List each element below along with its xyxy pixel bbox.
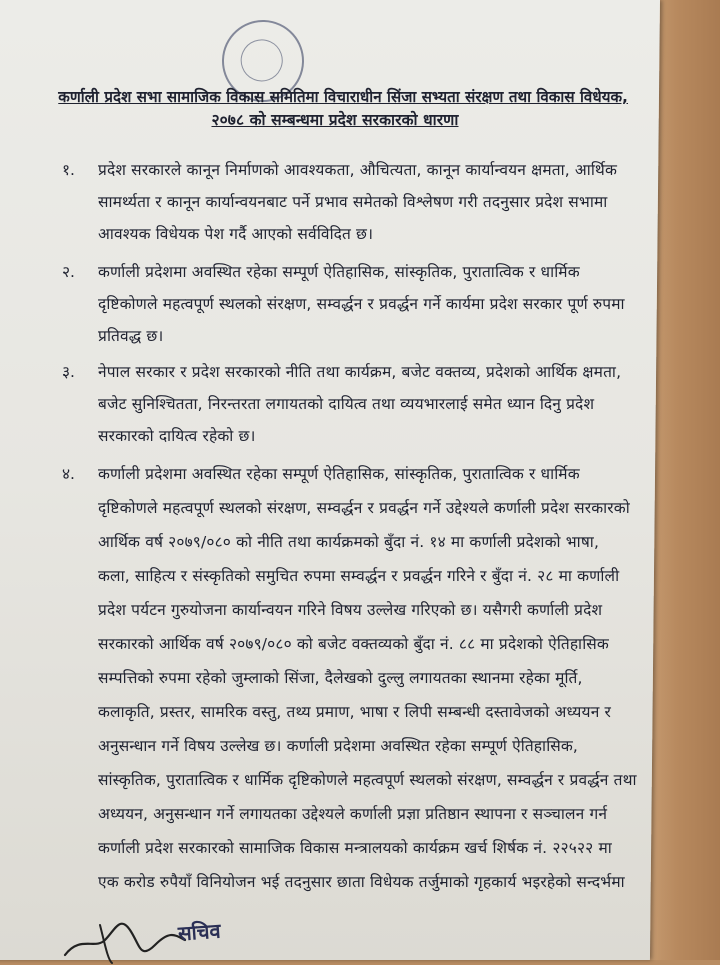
paragraph-line: सामर्थ्यता र कानून कार्यान्वयनबाट पर्ने प्रभाव समेतको विश्लेषण गरी तदनुसार प्रदेश सभामा [98, 193, 608, 211]
paragraph-line: दृष्टिकोणले महत्वपूर्ण स्थलको संरक्षण, सम्वर्द्धन र प्रवर्द्धन गर्ने उद्देश्यले कर्णाली प्रदेश सरकारको [98, 499, 630, 517]
paragraph-number: १. [62, 161, 75, 179]
paragraph-line: एक करोड रुपैयाँ विनियोजन भई तदनुसार छाता विधेयक तर्जुमाको गृहकार्य भइरहेको सन्दर्भमा [98, 873, 625, 891]
signature-designation: सचिव [177, 918, 222, 946]
paragraph-number: २. [62, 263, 75, 281]
paragraph-line: कर्णाली प्रदेशमा अवस्थित रहेका सम्पूर्ण ऐतिहासिक, सांस्कृतिक, पुरातात्विक र धार्मिक [98, 263, 580, 281]
document-title-line-2: २०७८ को सम्बन्धमा प्रदेश सरकारको धारणा [211, 111, 459, 129]
paragraph-line: सरकारको आर्थिक वर्ष २०७९/०८० को बजेट वक्तव्यको बुँदा नं. ८८ मा प्रदेशको ऐतिहासिक [98, 635, 609, 653]
paragraph-line: प्रतिवद्ध छ। [98, 327, 164, 345]
paragraph-line: प्रदेश सरकारले कानून निर्माणको आवश्यकता, औचित्यता, कानून कार्यान्वयन क्षमता, आर्थिक [98, 161, 618, 179]
document-title-line-1: कर्णाली प्रदेश सभा सामाजिक विकास समितिमा विचाराधीन सिंजा सभ्यता संरक्षण तथा विकास विधेयक, [58, 88, 628, 106]
paragraph-number: ३. [62, 363, 75, 381]
paragraph-line: आर्थिक वर्ष २०७९/०८० को नीति तथा कार्यक्रमको बुँदा नं. १४ मा कर्णाली प्रदेशको भाषा, [98, 533, 600, 551]
paragraph-line: कलाकृति, प्रस्तर, सामरिक वस्तु, तथ्य प्रमाण, भाषा र लिपी सम्बन्धी दस्तावेजको अध्ययन र [98, 703, 612, 721]
paragraph-line: आवश्यक विधेयक पेश गर्दै आएको सर्वविदित छ। [98, 225, 374, 243]
paragraph-line: प्रदेश पर्यटन गुरुयोजना कार्यान्वयन गरिने विषय उल्लेख गरिएको छ। यसैगरी कर्णाली प्रदेश [98, 601, 603, 619]
paragraph-line: सांस्कृतिक, पुरातात्विक र धार्मिक दृष्टिकोणले महत्वपूर्ण स्थलको संरक्षण, सम्वर्द्धन र प्रवर्द्धन तथा [98, 771, 637, 789]
paragraph-line: कर्णाली प्रदेशमा अवस्थित रहेका सम्पूर्ण ऐतिहासिक, सांस्कृतिक, पुरातात्विक र धार्मिक [98, 465, 580, 483]
paragraph-line: दृष्टिकोणले महत्वपूर्ण स्थलको संरक्षण, सम्वर्द्धन र प्रवर्द्धन गर्ने कार्यमा प्रदेश सरकार पूर्ण रुपमा [98, 295, 625, 313]
seal-emblem [235, 33, 289, 87]
handwritten-signature [60, 905, 190, 965]
paragraph-line: बजेट सुनिश्चितता, निरन्तरता लगायतको दायित्व तथा व्ययभारलाई समेत ध्यान दिनु प्रदेश [98, 395, 595, 413]
paragraph-line: सरकारको दायित्व रहेको छ। [98, 427, 256, 445]
paragraph-line: अनुसन्धान गर्ने विषय उल्लेख छ। कर्णाली प्रदेशमा अवस्थित रहेका सम्पूर्ण ऐतिहासिक, [98, 737, 578, 755]
paragraph-line: कर्णाली प्रदेश सरकारको सामाजिक विकास मन्त्रालयको कार्यक्रम खर्च शिर्षक नं. २२५२२ मा [98, 839, 612, 857]
paragraph-line: कला, साहित्य र संस्कृतिको समुचित रुपमा सम्वर्द्धन र प्रवर्द्धन गरिने र बुँदा नं. २८ मा कर्णाली [98, 567, 620, 585]
paragraph-line: अध्ययन, अनुसन्धान गर्ने लगायतका उद्देश्यले कर्णाली प्रज्ञा प्रतिष्ठान स्थापना र सञ्चालन गर्न [98, 805, 608, 823]
paragraph-number: ४. [62, 465, 75, 483]
paragraph-line: नेपाल सरकार र प्रदेश सरकारको नीति तथा कार्यक्रम, बजेट वक्तव्य, प्रदेशको आर्थिक क्षमता, [98, 363, 622, 381]
paragraph-line: सम्पत्तिको रुपमा रहेको जुम्लाको सिंजा, दैलेखको दुल्लु लगायतका स्थानमा रहेका मूर्ति, [98, 669, 583, 687]
